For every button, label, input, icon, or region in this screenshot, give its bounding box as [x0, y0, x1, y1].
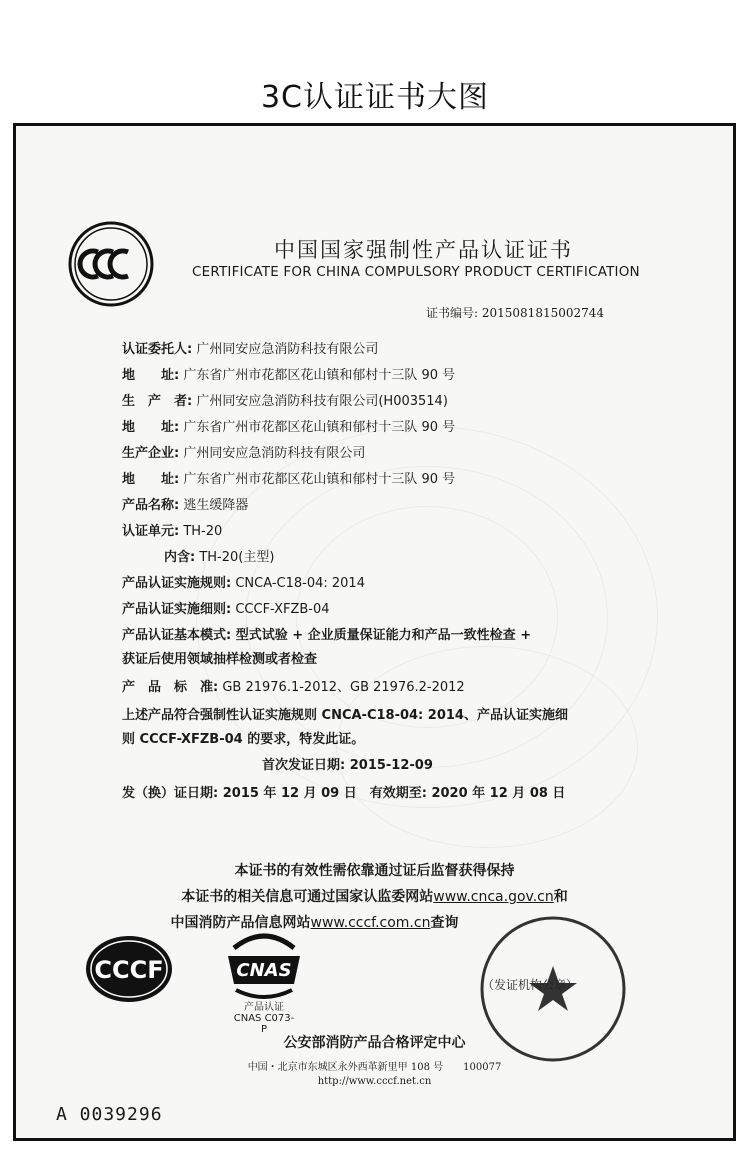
field-value: CNCA-C18-04: 2014: [235, 576, 365, 591]
field-label: 产品认证实施规则:: [122, 576, 232, 591]
field-label: 产品认证实施细则:: [122, 602, 232, 617]
conformity-line2: 则 CCCF-XFZB-04 的要求，特发此证。: [122, 732, 365, 747]
field-label: 产 品 标 准:: [122, 680, 219, 695]
info-line-and: 和: [553, 889, 568, 905]
first-issue-date: 首次发证日期: 2015-12-09: [262, 758, 433, 773]
field-applicant-address: [122, 364, 455, 383]
cnca-link[interactable]: www.cnca.gov.cn: [433, 889, 554, 905]
field-factory: [122, 442, 365, 461]
field-certification-unit: [122, 520, 222, 539]
field-value: 广州同安应急消防科技有限公司: [196, 342, 379, 357]
info-line: [16, 886, 733, 906]
field-value: TH-20: [183, 524, 223, 539]
field-value: 逃生缓降器: [183, 498, 249, 513]
cnas-caption-line1: 产品认证: [244, 1002, 284, 1013]
field-manufacturer-address: [122, 416, 455, 435]
info-line-2-suffix: 查询: [430, 915, 459, 931]
info-line-prefix: 本证书的相关信息可通过国家认监委网站: [181, 889, 434, 905]
field-product-standard: [122, 676, 465, 695]
field-label: 认证委托人:: [122, 342, 193, 357]
certificate-heading-en: CERTIFICATE FOR CHINA COMPULSORY PRODUCT CERTIFICATION: [192, 264, 640, 280]
field-implementation-rule: [122, 572, 365, 591]
field-product-name: [122, 494, 248, 513]
issuing-authority: 公安部消防产品合格评定中心: [283, 1035, 466, 1051]
validity-note: 本证书的有效性需依靠通过证后监督获得保持: [234, 863, 515, 879]
field-label: 地 址:: [122, 472, 180, 487]
field-label: 地 址:: [122, 368, 180, 383]
issuer-website[interactable]: http://www.cccf.net.cn: [317, 1076, 432, 1087]
field-value: TH-20(主型): [199, 550, 275, 565]
field-implementation-detail: [122, 598, 330, 617]
field-value: 广东省广州市花都区花山镇和郁村十三队 90 号: [183, 368, 456, 383]
cnas-caption-line2: CNAS C073-P: [233, 1013, 295, 1035]
field-manufacturer: [122, 390, 448, 409]
field-factory-address: [122, 468, 455, 487]
certificate-number-value: 2015081815002744: [481, 306, 605, 320]
field-value: 广州同安应急消防科技有限公司: [183, 446, 366, 461]
cnas-caption: [232, 998, 296, 1035]
issue-and-expiry-dates: 发（换）证日期: 2015 年 12 月 09 日 有效期至: 2020 年 12 月 08 日: [122, 786, 566, 801]
field-value: 广东省广州市花都区花山镇和郁村十三队 90 号: [183, 472, 456, 487]
field-value: 广州同安应急消防科技有限公司(H003514): [196, 394, 448, 409]
field-contains: [164, 546, 274, 565]
certification-mode-line2: 获证后使用领域抽样检测或者检查: [122, 652, 318, 667]
cccf-logo-text: CCCF: [94, 956, 164, 984]
field-label: 内含:: [164, 550, 196, 565]
field-label: 生 产 者:: [122, 394, 193, 409]
page-title: 3C认证证书大图: [260, 80, 490, 115]
field-applicant: [122, 338, 378, 357]
issuer-address: 中国・北京市东城区永外西革新里甲 108 号 100077: [247, 1062, 502, 1073]
cccf-logo: [84, 934, 174, 1004]
field-value: CCCF-XFZB-04: [235, 602, 330, 617]
certificate-number: [426, 304, 604, 321]
cnas-logo-text: CNAS: [236, 960, 292, 981]
seal-caption: （发证机构公章）: [482, 978, 579, 992]
certificate-heading-zh: 中国国家强制性产品认证证书: [274, 238, 573, 262]
certificate: [13, 123, 736, 1141]
field-label: 产品名称:: [122, 498, 180, 513]
certification-mode-line1: 产品认证基本模式: 型式试验 + 企业质量保证能力和产品一致性检查 +: [122, 628, 532, 643]
field-label: 生产企业:: [122, 446, 180, 461]
certificate-number-label: 证书编号:: [426, 306, 479, 320]
field-value: 广东省广州市花都区花山镇和郁村十三队 90 号: [183, 420, 456, 435]
ccc-logo: [68, 221, 154, 307]
field-label: 认证单元:: [122, 524, 180, 539]
field-value: GB 21976.1-2012、GB 21976.2-2012: [222, 680, 465, 695]
serial-number: A 0039296: [56, 1104, 163, 1125]
info-line-2-prefix: 中国消防产品信息网站: [170, 915, 311, 931]
field-label: 地 址:: [122, 420, 180, 435]
cccf-link[interactable]: www.cccf.com.cn: [310, 915, 431, 931]
conformity-line1: 上述产品符合强制性认证实施规则 CNCA-C18-04: 2014、产品认证实施细: [122, 708, 568, 723]
